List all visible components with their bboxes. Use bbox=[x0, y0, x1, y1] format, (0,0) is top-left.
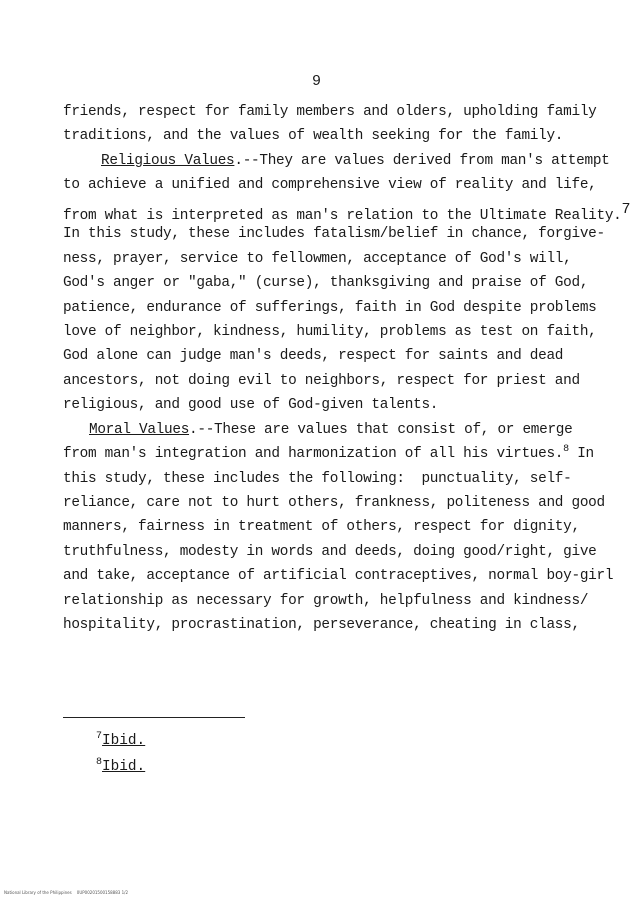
footnote-mark: 7 bbox=[96, 731, 103, 743]
text-line: friends, respect for family members and olders, upholding family bbox=[63, 104, 597, 120]
text-span: from man's integration and harmonization of all his virtues. bbox=[63, 446, 564, 463]
text-span: from what is interpreted as man's relation to the Ultimate Reality. bbox=[63, 207, 622, 224]
text-line bbox=[63, 198, 631, 224]
archive-stamp: National Library of the Philippines 0UP00201500158883 1/2 bbox=[4, 890, 129, 895]
text-line: religious, and good use of God-given talents. bbox=[63, 397, 439, 414]
moral-values-line bbox=[63, 418, 603, 442]
footnote-8 bbox=[96, 754, 145, 780]
footnote-text: Ibid. bbox=[102, 733, 146, 749]
text-line: and take, acceptance of artificial contraceptives, normal boy-girl bbox=[63, 568, 614, 585]
text-line: God's anger or "gaba," (curse), thanksgiving and praise of God, bbox=[63, 275, 589, 292]
text-line: ness, prayer, service to fellowmen, acceptance of God's will, bbox=[63, 250, 572, 267]
footnote-ref-7: 7 bbox=[621, 200, 631, 218]
text-line: relationship as necessary for growth, helpfulness and kindness/ bbox=[63, 592, 589, 609]
text-line: God alone can judge man's deeds, respect for saints and dead bbox=[63, 348, 564, 365]
text-span: .--They are values derived from man's attempt bbox=[234, 152, 610, 169]
text-line: this study, these includes the following: punctuality, self- bbox=[63, 470, 572, 487]
page-number: 9 bbox=[312, 73, 322, 90]
text-line: traditions, and the values of wealth seeking for the family. bbox=[63, 128, 564, 145]
text-line: ancestors, not doing evil to neighbors, respect for priest and bbox=[63, 372, 580, 389]
footnotes bbox=[96, 728, 145, 780]
text-line: In this study, these includes fatalism/belief in chance, forgive- bbox=[63, 226, 605, 243]
moral-values-heading: Moral Values bbox=[89, 421, 190, 438]
text-line bbox=[63, 442, 603, 466]
text-line: patience, endurance of sufferings, faith in God despite problems bbox=[63, 299, 597, 316]
text-line: truthfulness, modesty in words and deeds, doing good/right, give bbox=[63, 543, 597, 560]
text-line: manners, fairness in treatment of others, respect for dignity, bbox=[63, 519, 580, 536]
text-line: to achieve a unified and comprehensive view of reality and life, bbox=[63, 177, 597, 194]
footnote-mark: 8 bbox=[96, 757, 103, 769]
text-line: reliance, care not to hurt others, frankness, politeness and good bbox=[63, 495, 605, 511]
text-line: hospitality, procrastination, perseverance, cheating in class, bbox=[63, 617, 580, 634]
religious-values-line bbox=[63, 149, 610, 173]
footnote-ref-8: 8 bbox=[563, 444, 569, 456]
footnote-text: Ibid. bbox=[102, 759, 146, 775]
religious-values-heading: Religious Values bbox=[101, 152, 235, 169]
text-line: love of neighbor, kindness, humility, problems as test on faith, bbox=[63, 323, 597, 340]
text-span: In bbox=[568, 446, 594, 463]
footnote-divider bbox=[63, 717, 245, 718]
footnote-7 bbox=[96, 728, 145, 754]
text-span: .--These are values that consist of, or emerge bbox=[189, 421, 573, 438]
body-text bbox=[63, 100, 631, 638]
